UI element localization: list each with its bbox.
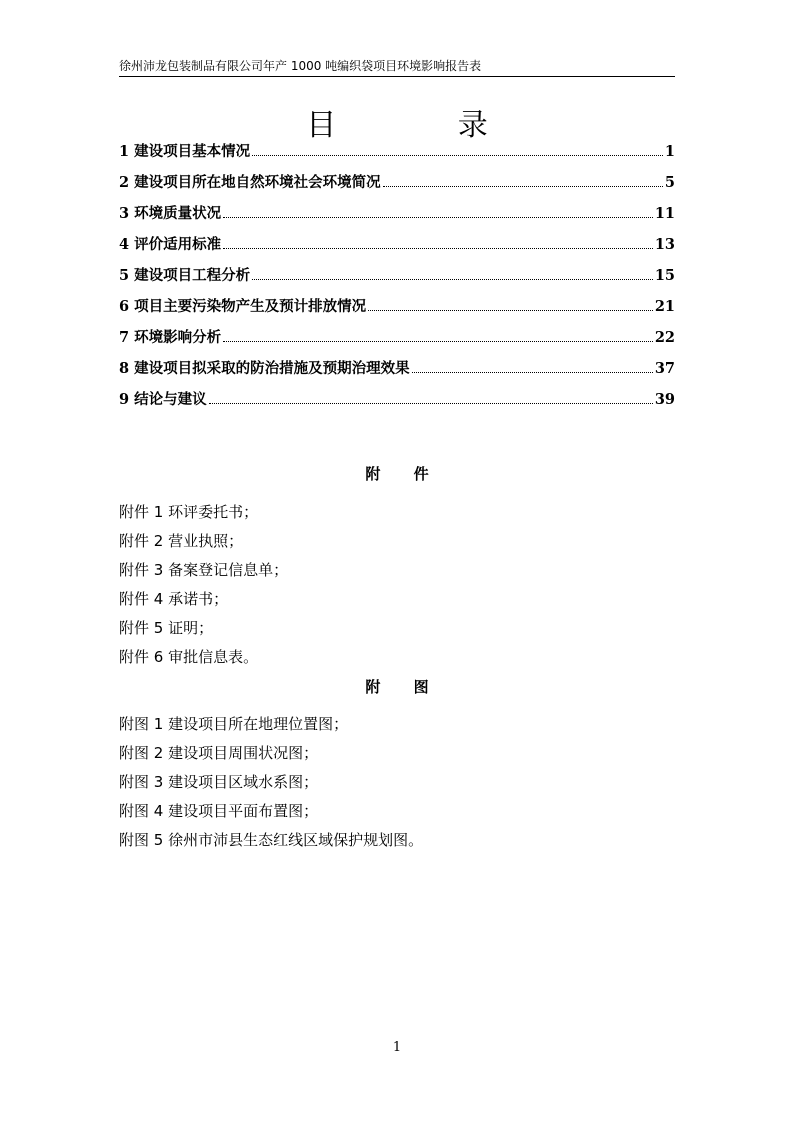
toc-entry-label: 3 环境质量状况 bbox=[119, 205, 222, 222]
toc-title: 目 录 bbox=[306, 108, 544, 143]
toc-entry[interactable] bbox=[119, 140, 675, 171]
toc-entry-page: 1 bbox=[664, 143, 675, 160]
page-number: 1 bbox=[392, 1040, 402, 1055]
figure-item: 附图 5 徐州市沛县生态红线区域保护规划图。 bbox=[119, 831, 424, 849]
attachment-item: 附件 6 审批信息表。 bbox=[119, 648, 259, 666]
attachment-item: 附件 4 承诺书； bbox=[119, 590, 229, 608]
dot-leader bbox=[209, 402, 653, 404]
dot-leader bbox=[223, 247, 653, 249]
toc-entry-page: 13 bbox=[654, 236, 675, 253]
toc-entry-label: 7 环境影响分析 bbox=[119, 329, 222, 346]
toc-entry-label: 1 建设项目基本情况 bbox=[119, 143, 251, 160]
dot-leader bbox=[383, 185, 663, 187]
toc-entry[interactable] bbox=[119, 264, 675, 295]
toc-entry-label: 5 建设项目工程分析 bbox=[119, 267, 251, 284]
dot-leader bbox=[223, 216, 653, 218]
attachment-item: 附件 1 环评委托书； bbox=[119, 503, 259, 521]
toc-entry[interactable] bbox=[119, 202, 675, 233]
toc-entry[interactable] bbox=[119, 295, 675, 326]
toc-entry-label: 8 建设项目拟采取的防治措施及预期治理效果 bbox=[119, 360, 410, 377]
figure-item: 附图 1 建设项目所在地理位置图； bbox=[119, 715, 349, 733]
running-header: 徐州沛龙包装制品有限公司年产 1000 吨编织袋项目环境影响报告表 bbox=[119, 59, 482, 73]
figures-list bbox=[119, 710, 423, 855]
toc-entry-label: 2 建设项目所在地自然环境社会环境简况 bbox=[119, 174, 381, 191]
dot-leader bbox=[252, 154, 663, 156]
attachment-item: 附件 2 营业执照； bbox=[119, 532, 244, 550]
toc-entry-page: 5 bbox=[664, 174, 675, 191]
dot-leader bbox=[252, 278, 653, 280]
toc-entry[interactable] bbox=[119, 388, 675, 419]
dot-leader bbox=[223, 340, 653, 342]
attachments-heading: 附 件 bbox=[365, 465, 443, 483]
toc-entry-page: 21 bbox=[654, 298, 675, 315]
toc-entry[interactable] bbox=[119, 326, 675, 357]
toc-entry[interactable] bbox=[119, 171, 675, 202]
toc-entry-label: 9 结论与建议 bbox=[119, 391, 207, 408]
figure-item: 附图 2 建设项目周围状况图； bbox=[119, 744, 319, 762]
toc-entry-page: 37 bbox=[654, 360, 675, 377]
dot-leader bbox=[368, 309, 653, 311]
table-of-contents bbox=[119, 140, 675, 419]
toc-entry[interactable] bbox=[119, 357, 675, 388]
toc-entry-page: 22 bbox=[654, 329, 675, 346]
toc-entry[interactable] bbox=[119, 233, 675, 264]
header-rule bbox=[119, 76, 675, 77]
toc-entry-page: 15 bbox=[654, 267, 675, 284]
figure-item: 附图 4 建设项目平面布置图； bbox=[119, 802, 319, 820]
toc-entry-page: 11 bbox=[654, 205, 675, 222]
attachments-list bbox=[119, 498, 288, 672]
attachment-item: 附件 3 备案登记信息单； bbox=[119, 561, 289, 579]
attachment-item: 附件 5 证明； bbox=[119, 619, 214, 637]
toc-entry-label: 6 项目主要污染物产生及预计排放情况 bbox=[119, 298, 367, 315]
dot-leader bbox=[412, 371, 653, 373]
figure-item: 附图 3 建设项目区域水系图； bbox=[119, 773, 319, 791]
toc-entry-label: 4 评价适用标准 bbox=[119, 236, 222, 253]
toc-entry-page: 39 bbox=[654, 391, 675, 408]
figures-heading: 附 图 bbox=[365, 678, 443, 696]
